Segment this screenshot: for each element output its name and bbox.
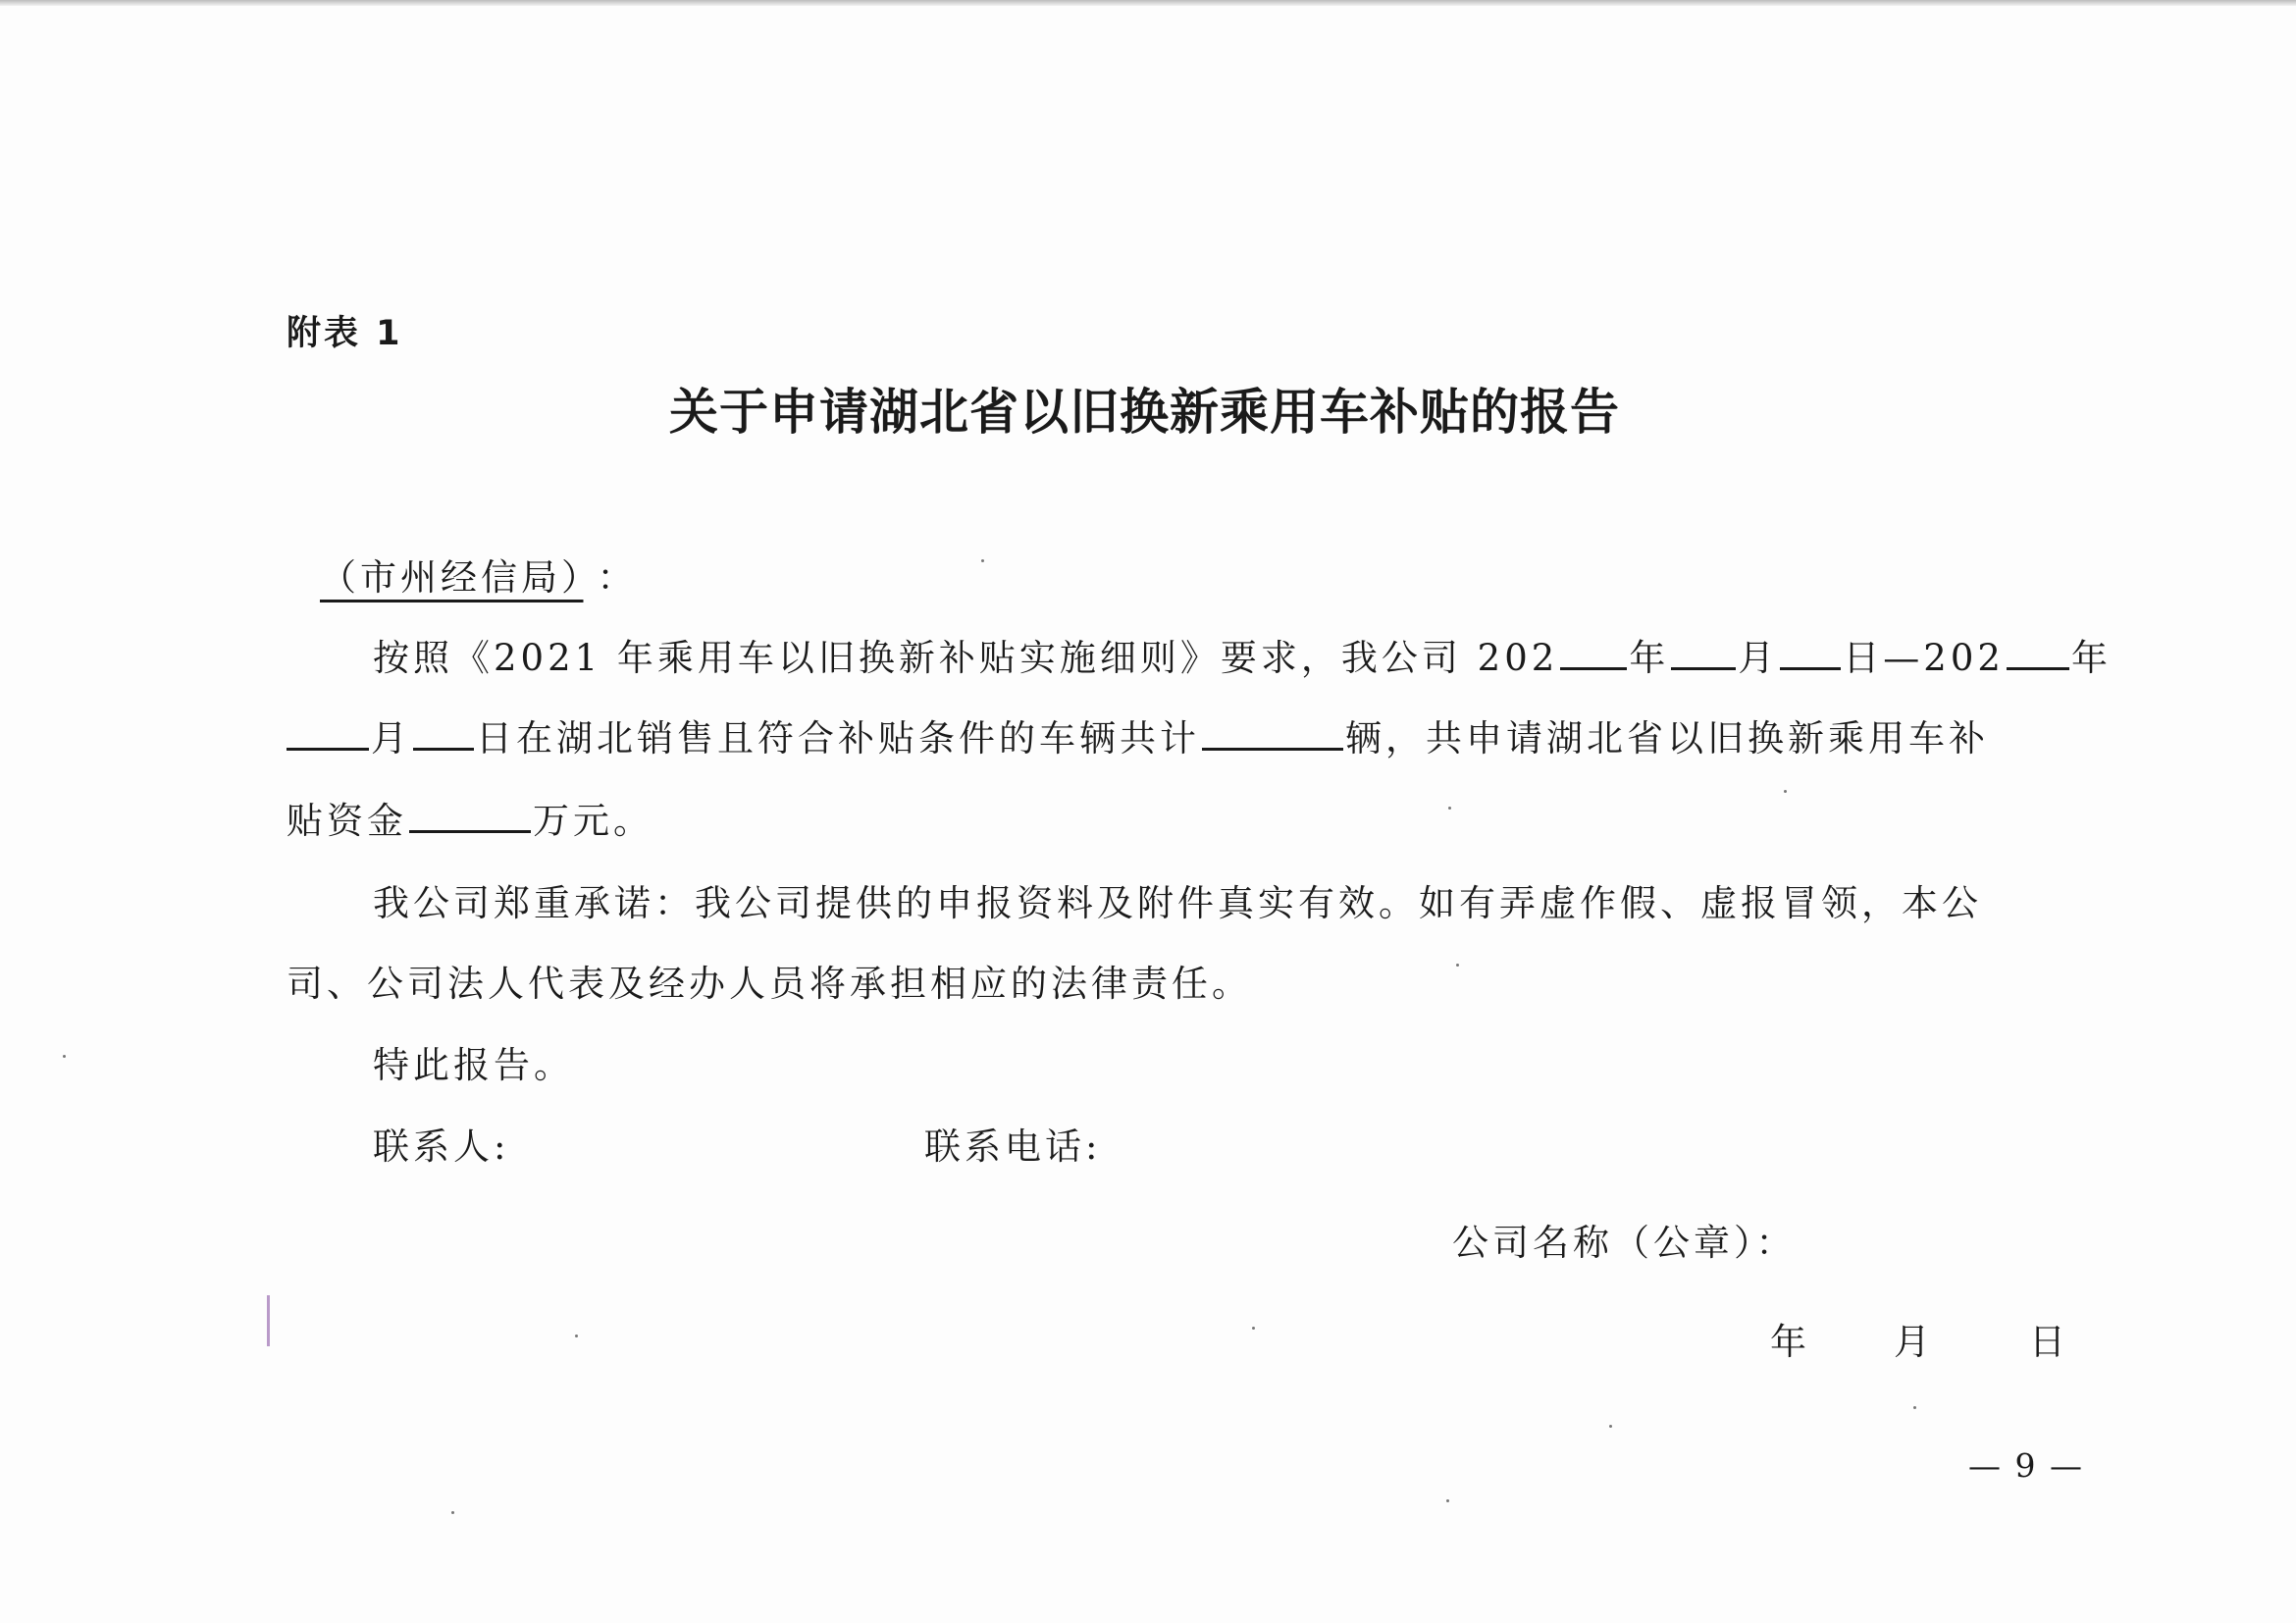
start-month-blank[interactable] [1671,638,1736,670]
report-paragraph-line-3 [287,791,653,844]
report-intro-text: 按照《2021 年乘用车以旧换新补贴实施细则》要求，我公司 202 [373,637,1559,679]
start-day-label: 日—202 [1843,637,2005,679]
start-year-blank[interactable] [1560,638,1627,670]
signature-date-month: 月 [1894,1321,1934,1363]
signature-date-day: 日 [2029,1321,2069,1363]
scan-speck [981,559,984,562]
end-year-label: 年 [2070,637,2112,679]
document-title: 关于申请湖北省以旧换新乘用车补贴的报告 [669,384,1620,441]
scan-speck [1784,790,1787,793]
scan-speck [575,1335,578,1337]
contact-phone-label: 联系电话: [924,1126,1102,1168]
funds-unit: 万元。 [533,800,653,842]
start-month-label: 月 [1738,637,1779,679]
start-year-label: 年 [1629,637,1670,679]
page-number: — 9 — [1968,1446,2084,1485]
scan-speck [451,1511,454,1514]
funds-amount-blank[interactable] [409,801,531,833]
margin-mark [267,1295,270,1346]
addressee-line [287,548,638,601]
sales-text: 日在湖北销售且符合补贴条件的车辆共计 [476,717,1200,759]
scan-top-edge [0,0,2296,6]
signature-date-year: 年 [1770,1321,1810,1363]
closing-statement: 特此报告。 [373,1044,574,1086]
annex-label: 附表 1 [287,314,403,353]
addressee-colon: ： [597,556,638,599]
company-seal-label: 公司名称（公章）： [1452,1222,1797,1264]
addressee-name: （市州经信局） [320,556,584,599]
end-day-blank[interactable] [413,718,474,751]
vehicles-unit-text: 辆，共申请湖北省以旧换新乘用车补 [1345,717,1989,759]
funds-label: 贴资金 [287,800,407,842]
scan-speck [1446,1499,1449,1502]
commitment-line-1: 我公司郑重承诺：我公司提供的申报资料及附件真实有效。如有弄虚作假、虚报冒领，本公 [373,882,1982,924]
scan-speck [1456,964,1459,967]
end-month-label: 月 [371,717,411,759]
vehicle-count-blank[interactable] [1202,718,1343,751]
report-paragraph-line-1 [373,628,2112,681]
contact-person-label: 联系人: [373,1126,510,1168]
commitment-line-2: 司、公司法人代表及经办人员将承担相应的法律责任。 [287,963,1252,1005]
report-paragraph-line-2 [287,708,1989,761]
scan-speck [1913,1406,1916,1409]
scan-speck [1448,807,1451,810]
scan-speck [63,1055,66,1058]
start-day-blank[interactable] [1780,638,1841,670]
end-year-blank[interactable] [2007,638,2069,670]
scan-speck [1609,1425,1612,1428]
scan-speck [1252,1327,1255,1330]
end-month-blank[interactable] [287,718,369,751]
